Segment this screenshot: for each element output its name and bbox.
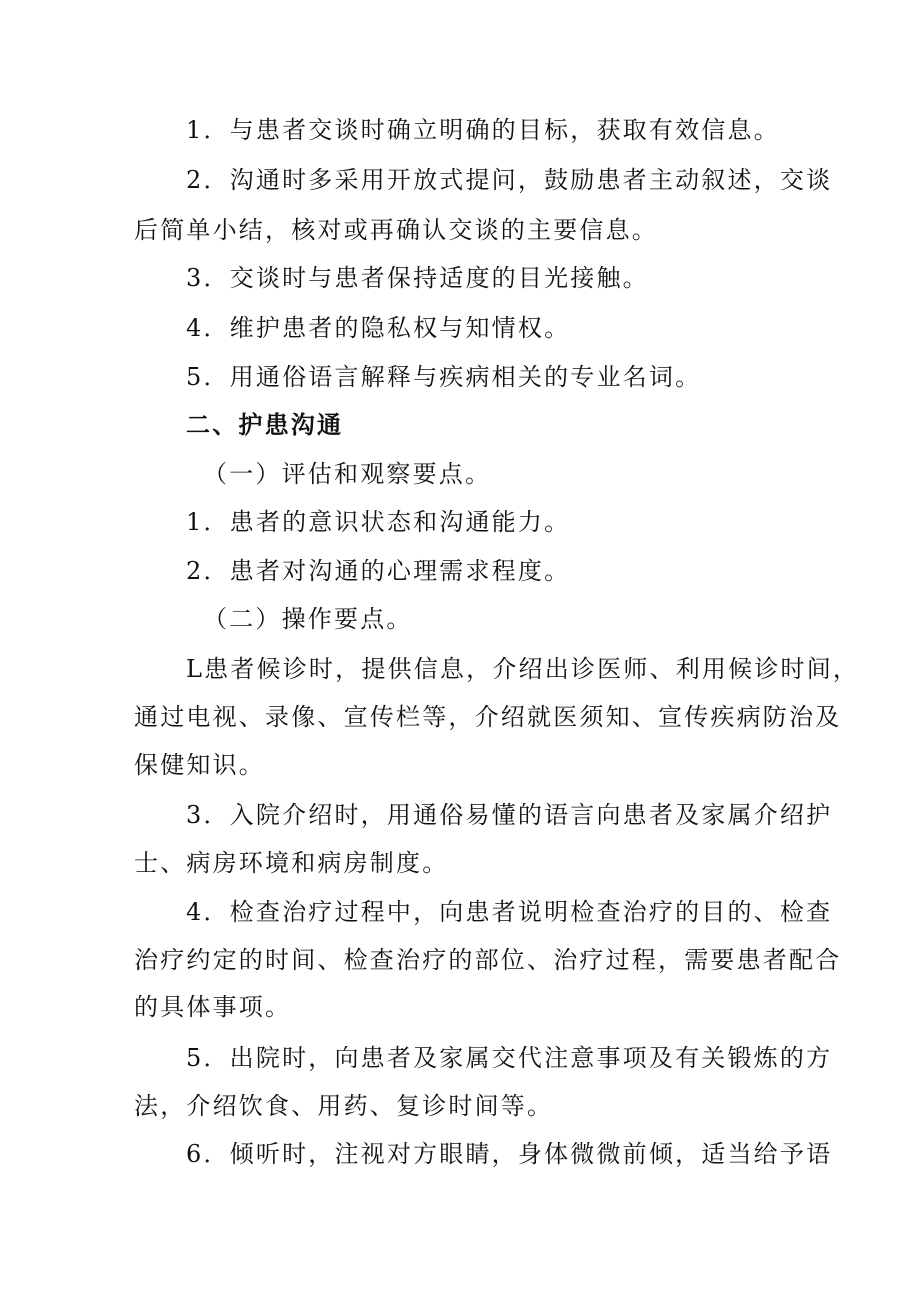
paragraph-line: 士、病房环境和病房制度。 [134, 849, 449, 877]
subsection-heading: （二）操作要点。 [203, 605, 413, 633]
paragraph-line: 的具体事项。 [134, 993, 292, 1021]
subsection-heading: （一）评估和观察要点。 [203, 460, 492, 488]
paragraph-line: 1．患者的意识状态和沟通能力。 [186, 508, 571, 536]
paragraph-line: 保健知识。 [134, 751, 265, 779]
paragraph-line: 治疗约定的时间、检查治疗的部位、治疗过程，需要患者配合 [134, 946, 842, 974]
paragraph-line: 2．患者对沟通的心理需求程度。 [186, 557, 571, 585]
paragraph-line: 后简单小结，核对或再确认交谈的主要信息。 [134, 216, 658, 244]
paragraph-line: 6．倾听时，注视对方眼睛，身体微微前倾，适当给予语 [186, 1140, 833, 1168]
paragraph-line: 1．与患者交谈时确立明确的目标，获取有效信息。 [186, 116, 780, 144]
paragraph-line: L患者候诊时，提供信息，介绍出诊医师、利用候诊时间， [186, 655, 860, 683]
paragraph-line: 2．沟通时多采用开放式提问，鼓励患者主动叙述，交谈 [186, 166, 833, 194]
paragraph-line: 4．检查治疗过程中，向患者说明检查治疗的目的、检查 [186, 898, 833, 926]
paragraph-line: 4．维护患者的隐私权与知情权。 [186, 314, 571, 342]
paragraph-line: 5．用通俗语言解释与疾病相关的专业名词。 [186, 363, 702, 391]
paragraph-line: 法，介绍饮食、用药、复诊时间等。 [134, 1092, 554, 1120]
paragraph-line: 5．出院时，向患者及家属交代注意事项及有关锻炼的方 [186, 1044, 833, 1072]
paragraph-line: 通过电视、录像、宣传栏等，介绍就医须知、宣传疾病防治及 [134, 703, 842, 731]
paragraph-line: 3．入院介绍时，用通俗易懂的语言向患者及家属介绍护 [186, 801, 833, 829]
section-heading: 二、护患沟通 [186, 410, 344, 439]
paragraph-line: 3．交谈时与患者保持适度的目光接触。 [186, 264, 649, 292]
